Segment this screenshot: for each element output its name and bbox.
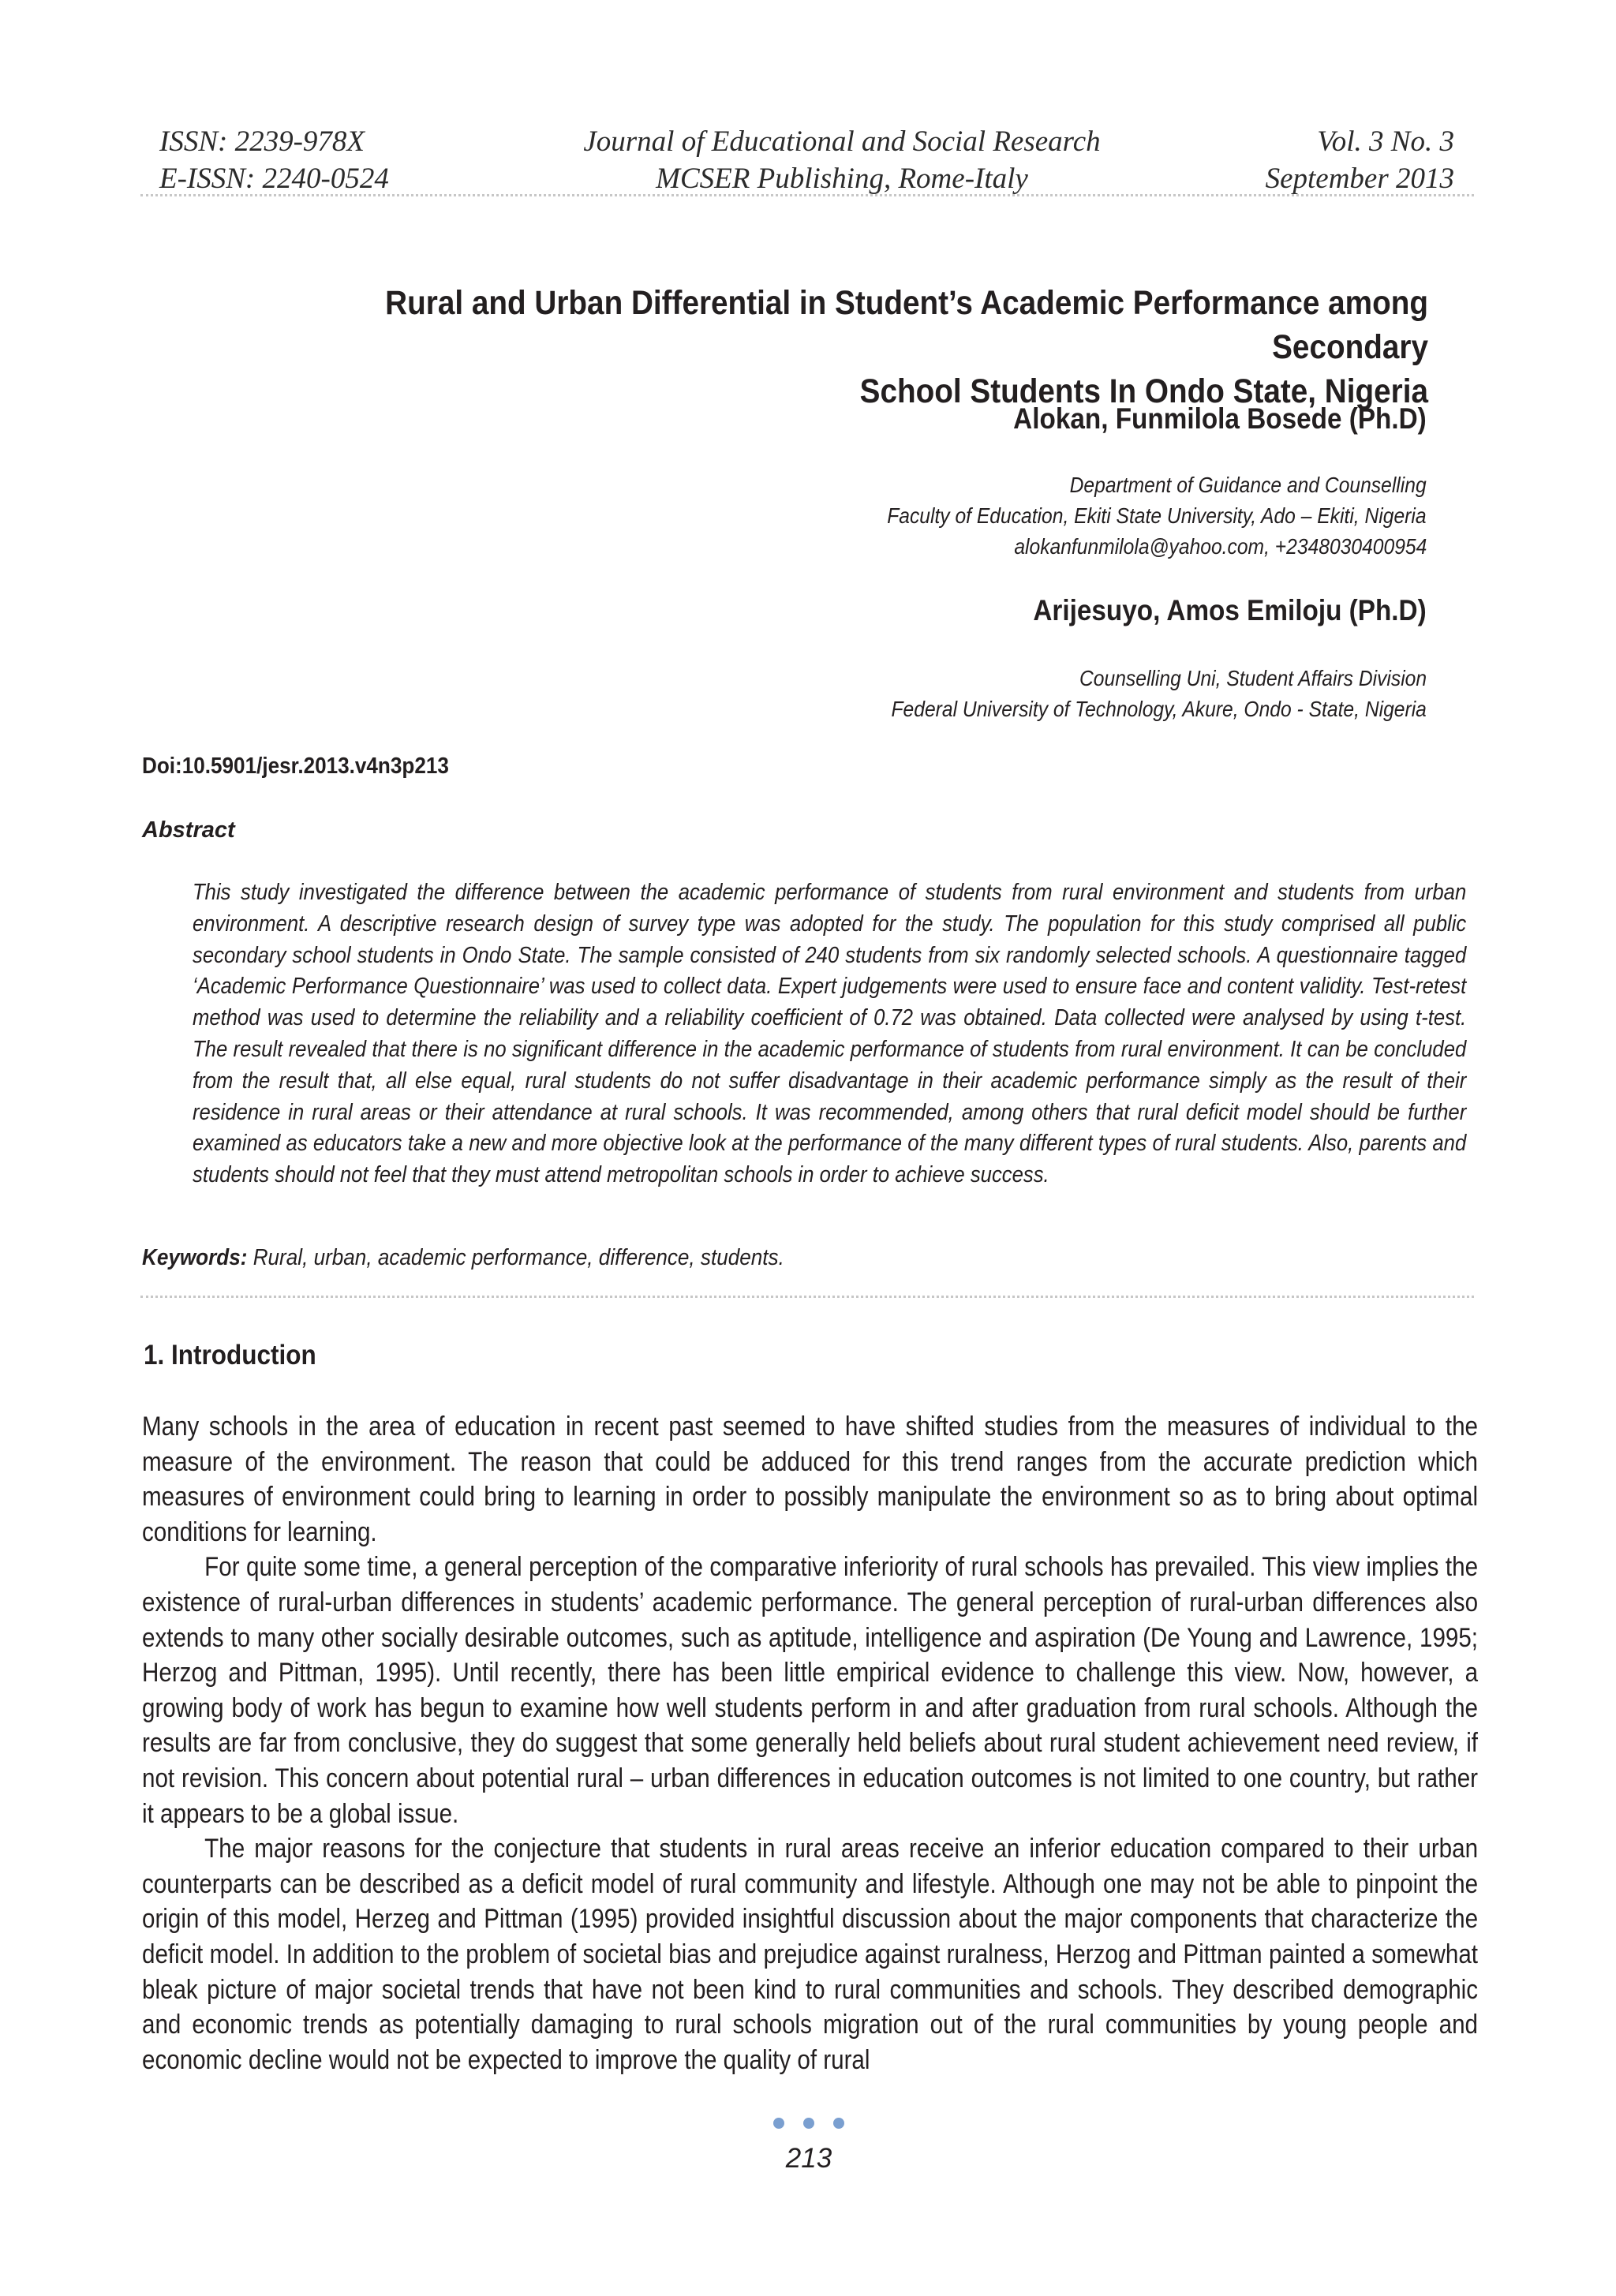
- page-ornament: [773, 2118, 844, 2133]
- issue-date: September 2013: [1265, 163, 1454, 195]
- section-divider: [140, 1296, 1474, 1298]
- doi: Doi:10.5901/jesr.2013.v4n3p213: [142, 753, 449, 779]
- keywords: [142, 1245, 784, 1271]
- body-text: [142, 1409, 1478, 2077]
- author-2-university: Federal University of Technology, Akure, Ondo - State, Nigeria: [891, 697, 1427, 721]
- author-2-dept: Counselling Uni, Student Affairs Division: [1079, 666, 1427, 690]
- issn: ISSN: 2239-978X: [159, 125, 365, 158]
- header-divider: [140, 194, 1474, 196]
- abstract-text: This study investigated the difference between the academic performance of students from rural environment and students from urban environment. A descriptive research design of survey type was adopted for the study. The population for this study comprised all public secondary school students in Ondo State. The sample consisted of 240 students from six randomly selected schools. A questionnaire tagged ‘Academic Performance Questionnaire’ was used to collect data. Expert judgements were used to ensure face and content validity. Test-retest method was used to determine the reliability and a reliability coefficient of 0.72 was obtained. Data collected were analysed by using t-test. The result revealed that there is no significant difference in the academic performance of students from rural environment. It can be concluded from the result that, all else equal, rural students do not suffer disadvantage in their academic performance simply as the result of their residence in rural areas or their attendance at rural schools. It was recommended, among others that rural deficit model should be further examined as educators take a new and more objective look at the performance of the many different types of rural students. Also, parents and students should not feel that they must attend metropolitan schools in order to achieve success.: [193, 880, 1467, 1188]
- eissn: E-ISSN: 2240-0524: [159, 163, 389, 195]
- paragraph: The major reasons for the conjecture that students in rural areas receive an inferior education compared to their urban counterparts can be described as a deficit model of rural community and lifestyle. Although one may not be able to pinpoint the origin of this model, Herzeg and Pittman (1995) provided insightful discussion about the major components that characterize the deficit model. In addition to the problem of societal bias and prejudice against ruralness, Herzog and Pittman painted a somewhat bleak picture of major societal trends that have not been kind to rural communities and schools. They described demographic and economic trends as potentially damaging to rural schools migration out of the rural communities by young people and economic decline would not be expected to improve the quality of rural: [142, 1834, 1479, 2075]
- author-1-name: Alokan, Funmilola Bosede (Ph.D): [1013, 402, 1427, 435]
- author-1-dept: Department of Guidance and Counselling: [1069, 473, 1427, 497]
- page-number: 213: [785, 2143, 832, 2174]
- section-title: 1. Introduction: [144, 1340, 316, 1370]
- title-line-2: School Students In Ondo State, Nigeria: [859, 372, 1428, 410]
- keywords-label: Keywords:: [142, 1245, 248, 1270]
- publisher: MCSER Publishing, Rome-Italy: [656, 163, 1028, 195]
- paragraph: For quite some time, a general perception of the comparative inferiority of rural schools has prevailed. This view implies the existence of rural-urban differences in students’ academic performance. The general perception of rural-urban differences also extends to many other socially desirable outcomes, such as aptitude, intelligence and aspiration (De Young and Lawrence, 1995; Herzog and Pittman, 1995). Until recently, there has been little empirical evidence to challenge this view. Now, however, a growing body of work has begun to examine how well students perform in and after graduation from rural schools. Although the results are far from conclusive, they do suggest that some generally held beliefs about rural student achievement need review, if not revision. This concern about potential rural – urban differences in education outcomes is not limited to one country, but rather it appears to be a global issue.: [142, 1552, 1479, 1829]
- abstract-heading: Abstract: [142, 817, 235, 843]
- ornament-dot: [833, 2118, 844, 2129]
- paper-title: [320, 281, 1428, 413]
- title-line-1: Rural and Urban Differential in Student’s Academic Performance among Secondary: [385, 284, 1428, 366]
- author-1-faculty: Faculty of Education, Ekiti State University, Ado – Ekiti, Nigeria: [887, 503, 1427, 528]
- keywords-value: Rural, urban, academic performance, difference, students.: [252, 1245, 784, 1270]
- author-2-name: Arijesuyo, Amos Emiloju (Ph.D): [1033, 594, 1427, 626]
- ornament-dot: [803, 2118, 814, 2129]
- ornament-dot: [773, 2118, 784, 2129]
- author-1-contact: alokanfunmilola@yahoo.com, +2348030400954: [1014, 534, 1427, 559]
- journal-name: Journal of Educational and Social Research: [583, 125, 1101, 158]
- volume: Vol. 3 No. 3: [1317, 125, 1454, 158]
- paragraph: Many schools in the area of education in recent past seemed to have shifted studies from the measures of individual to the measure of the environment. The reason that could be adduced for this trend ranges from the accurate prediction which measures of environment could bring to learning in order to possibly manipulate the environment so as to bring about optimal conditions for learning.: [142, 1412, 1479, 1547]
